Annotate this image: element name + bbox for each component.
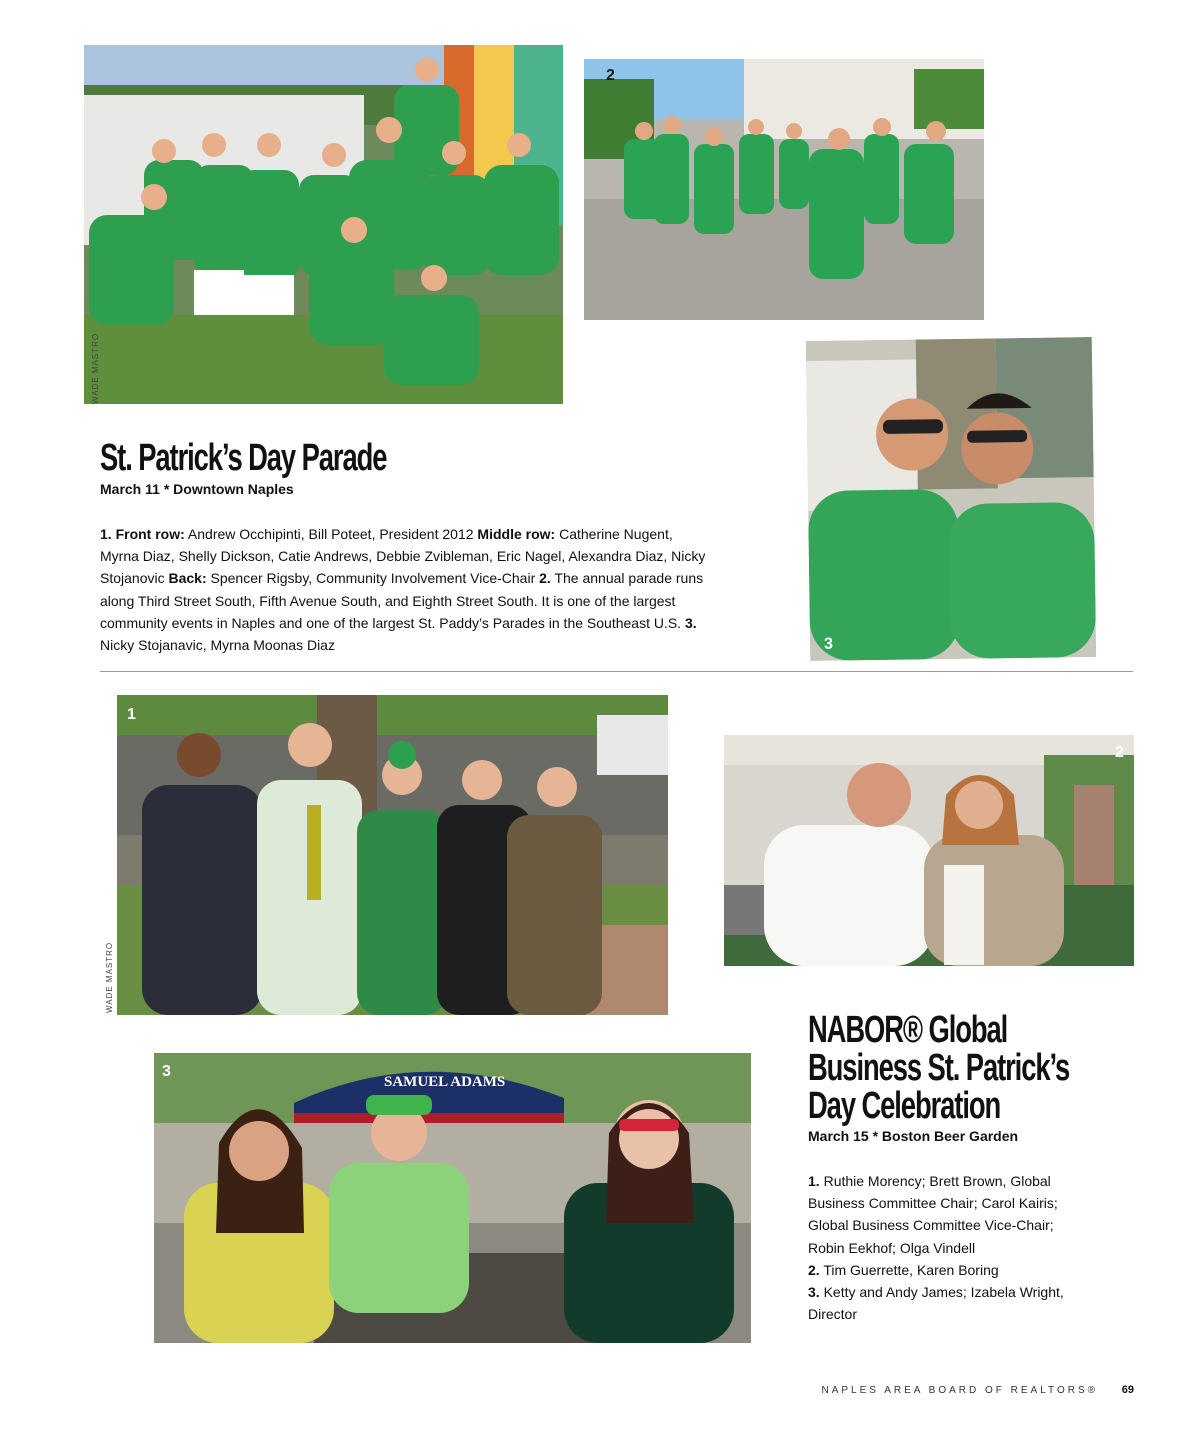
caption-text: Spencer Rigsby, Community Involvement Vice-Chair <box>210 570 536 587</box>
caption-number: 2. <box>808 1261 820 1278</box>
parade-group-photo <box>84 45 563 404</box>
caption-text: The annual parade runs along Third Street South, Fifth Avenue South, and Eighth Street South. It is one of the largest community events in Naples and one of the largest St. Paddy’s Parades in the Southeast U.S. <box>100 570 704 631</box>
photo-number: 3 <box>162 1063 171 1080</box>
parade-pair-photo <box>806 337 1096 661</box>
caption-number: 2. <box>539 570 551 587</box>
section-title-line: Day Celebration <box>808 1085 1001 1127</box>
caption-number: 3. <box>684 614 697 631</box>
parade-street-photo <box>584 59 984 320</box>
event-dateline: March 11 * Downtown Naples <box>100 481 294 497</box>
photo-credit: WADE MASTRO <box>91 332 100 404</box>
caption-text: Nicky Stojanavic, Myrna Moonas Diaz <box>100 637 335 654</box>
caption-text: Andrew Occhipinti, Bill Poteet, President 2012 <box>187 526 474 542</box>
caption-label: Front row: <box>115 526 185 542</box>
caption-text: Catherine Nugent, Myrna Diaz, Shelly Dickson, Catie Andrews, Debbie Zvibleman, Eric Nagel, Alexandra Diaz, Nicky Stojanovic <box>100 526 706 587</box>
page-number: 69 <box>1121 1384 1134 1396</box>
celebration-group-photo <box>117 695 668 1015</box>
caption-text: Ketty and Andy James; Izabela Wright, Director <box>808 1284 1064 1323</box>
event-dateline: March 15 * Boston Beer Garden <box>808 1128 1019 1144</box>
photo-number: 2 <box>1115 744 1124 761</box>
publication-name: NAPLES AREA BOARD OF REALTORS® <box>821 1385 1098 1396</box>
celebration-table-photo <box>154 1053 751 1343</box>
section-title-line: Business St. Patrick’s <box>808 1047 1070 1089</box>
section-title-line: NABOR® Global <box>808 1009 1008 1051</box>
caption-number: 1. <box>808 1173 820 1189</box>
photo-number: 1 <box>127 706 136 723</box>
celebration-pair-photo <box>724 735 1134 966</box>
caption-text: Tim Guerrette, Karen Boring <box>823 1261 999 1278</box>
caption-number: 1. <box>100 526 112 542</box>
caption-text: Ruthie Morency; Brett Brown, Global Business Committee Chair; Carol Kairis; Global Business Committee Vice-Chair; Robin Eekhof; Olga Vindell <box>808 1173 1058 1256</box>
umbrella-text: SAMUEL ADAMS <box>384 1074 506 1090</box>
photo-caption <box>808 1170 1080 1325</box>
caption-label: Middle row: <box>477 526 556 542</box>
section-divider <box>100 671 1133 672</box>
section-title <box>808 1011 1074 1125</box>
photo-caption <box>100 523 706 656</box>
caption-label: Back: <box>168 570 207 587</box>
photo-number: 3 <box>823 635 834 653</box>
section-title: St. Patrick’s Day Parade <box>100 437 387 479</box>
photo-credit: WADE MASTRO <box>105 941 114 1013</box>
caption-number: 3. <box>808 1284 820 1301</box>
photo-number: 2 <box>606 67 615 84</box>
